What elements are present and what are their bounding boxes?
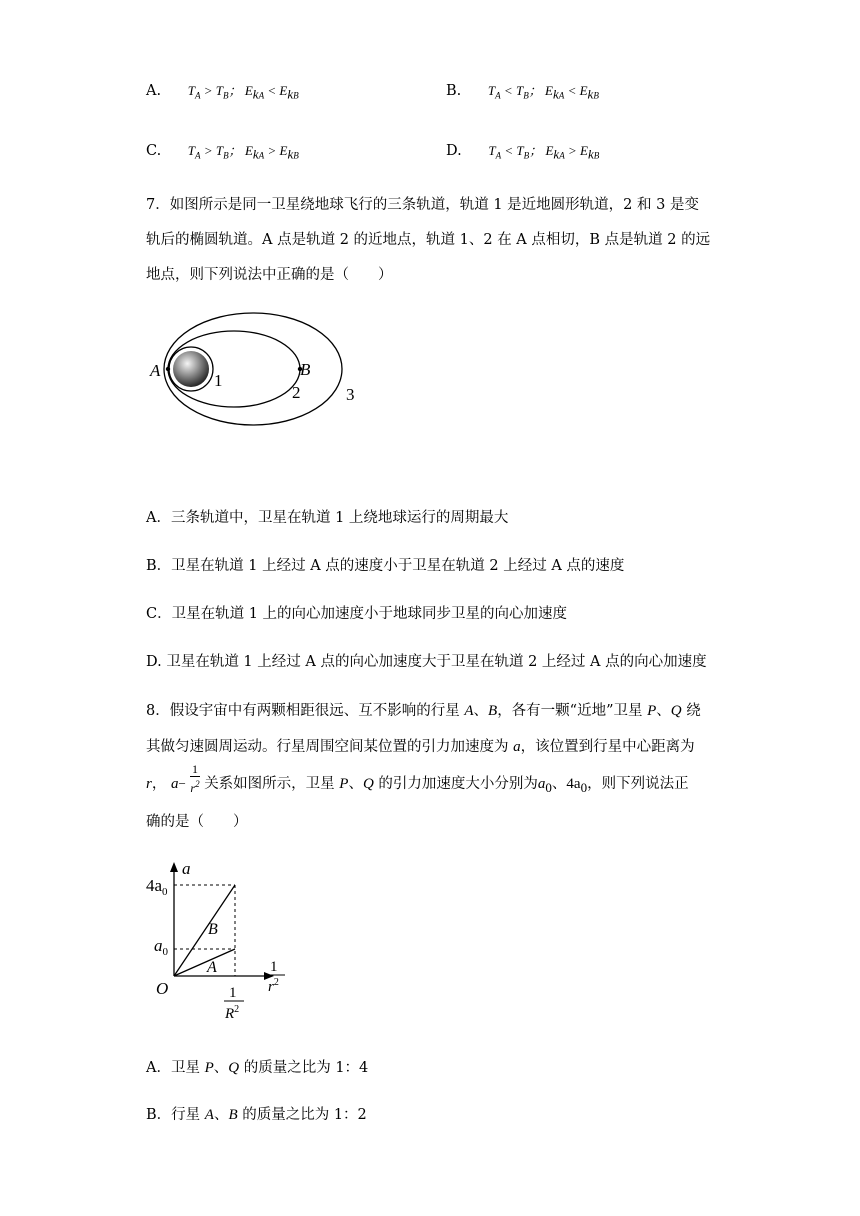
tick-4a0: $4a_0$ [146, 876, 168, 898]
origin-label: O [156, 979, 169, 998]
q8-fraction-1-over-r2: $\frac{1}{r^2}$ [190, 762, 200, 795]
x-axis-label-den: $r^2$ [268, 977, 279, 995]
point-a [166, 367, 170, 371]
q7-option-d[interactable]: D. 卫星在轨道 1 上经过 A 点的向心加速度大于卫星在轨道 2 上经过 A 点的向心加速度 [146, 654, 707, 670]
q8-a-vs-inv-r2-graph [140, 858, 300, 1026]
q7-orbit-figure [140, 300, 380, 440]
q7-option-a[interactable]: A．三条轨道中，卫星在轨道 1 上绕地球运行的周期最大 [146, 510, 509, 526]
q6-option-c[interactable]: C. $T_A > T_B$； $E_{kA} > E_{kB}$ [146, 143, 299, 162]
q7-option-b[interactable]: B．卫星在轨道 1 上经过 A 点的速度小于卫星在轨道 2 上经过 A 点的速度 [146, 558, 625, 574]
q7-stem-line2: 轨后的椭圆轨道。A 点是轨道 2 的近地点，轨道 1、2 在 A 点相切，B 点是轨道 2 的远 [146, 232, 711, 248]
q7-stem-line3: 地点，则下列说法中正确的是（ ） [146, 267, 393, 283]
q8-stem-line2: 其做匀速圆周运动。行星周围空间某位置的引力加速度为 a，该位置到行星中心距离为 [146, 739, 695, 755]
label-orbit-1: 1 [214, 371, 223, 390]
q6-option-d[interactable]: D. $T_A < T_B$； $E_{kA} > E_{kB}$ [446, 143, 600, 162]
q6-option-c-formula: $T_A > T_B$； $E_{kA} > E_{kB}$ [187, 143, 299, 162]
label-a: A [150, 361, 161, 380]
label-orbit-2: 2 [292, 383, 301, 402]
q6-option-d-formula: $T_A < T_B$； $E_{kA} > E_{kB}$ [488, 143, 600, 162]
q8-stem-line1: 8．假设宇宙中有两颗相距很远、互不影响的行星 A、B，各有一颗“近地”卫星 P、Q 绕 [146, 703, 701, 719]
label-line-b: B [208, 921, 218, 938]
q8-option-b[interactable]: B．行星 A、B 的质量之比为 1：2 [146, 1107, 367, 1123]
y-axis-label: a [182, 859, 191, 878]
x-axis-label-num: 1 [270, 959, 278, 975]
q6-option-a[interactable]: A. $T_A > T_B$； $E_{kA} < E_{kB}$ [146, 83, 299, 102]
tick-a0: $a_0$ [154, 936, 168, 958]
q8-option-a[interactable]: A．卫星 P、Q 的质量之比为 1：4 [146, 1060, 369, 1076]
x-tick-num: 1 [229, 985, 237, 1001]
q6-option-b[interactable]: B. $T_A < T_B$； $E_{kA} < E_{kB}$ [446, 83, 599, 102]
q7-option-c[interactable]: C．卫星在轨道 1 上的向心加速度小于地球同步卫星的向心加速度 [146, 606, 568, 622]
q8-stem-line4: 确的是（ ） [146, 814, 248, 830]
q6-option-a-formula: $T_A > T_B$； $E_{kA} < E_{kB}$ [187, 83, 299, 102]
label-b: B [300, 360, 311, 379]
y-axis-arrow [170, 862, 178, 872]
q6-option-b-formula: $T_A < T_B$； $E_{kA} < E_{kB}$ [487, 83, 599, 102]
q8-stem-line3: r， a− $\frac{1}{r^2}$ 关系如图所示，卫星 P、Q 的引力加速度大小分别为$a_0$、$4a_0$，则下列说法正 [146, 762, 689, 795]
label-line-a: A [207, 959, 217, 976]
label-orbit-3: 3 [346, 385, 355, 404]
earth [173, 351, 209, 387]
x-tick-den: $R^2$ [225, 1004, 240, 1022]
q7-stem-line1: 7．如图所示是同一卫星绕地球飞行的三条轨道，轨道 1 是近地圆形轨道，2 和 3 是变 [146, 197, 699, 213]
